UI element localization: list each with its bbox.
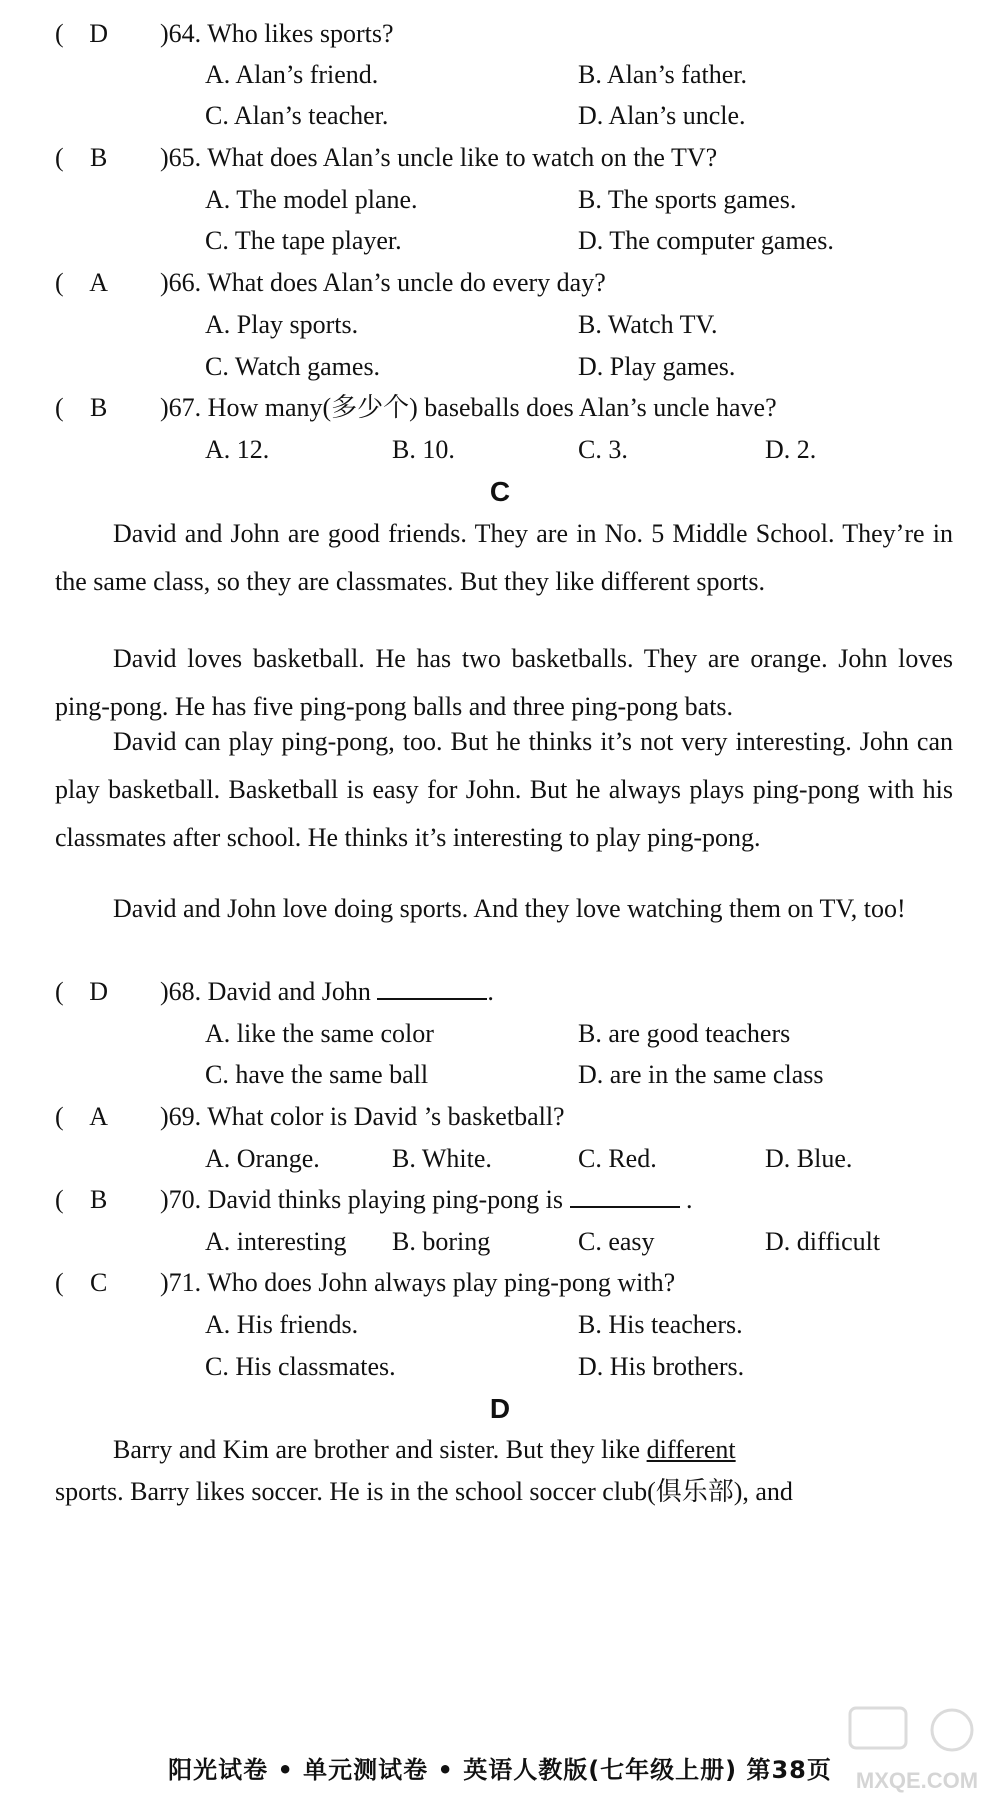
options-row	[0, 1301, 1000, 1349]
option: A. Alan’s friend.	[205, 60, 379, 89]
option: C. Red.	[578, 1144, 657, 1173]
option: D. difficult	[765, 1227, 881, 1256]
passage-paragraph: David and John are good friends. They are in No. 5 Middle School. They’re in the same class, so they are classmates. But they like different sports.	[55, 519, 953, 597]
question-66: ( A )66. What does Alan’s uncle do every day?	[0, 259, 1000, 307]
answer-letter: D	[89, 19, 109, 48]
options-row	[0, 426, 1000, 474]
option: B. Watch TV.	[578, 310, 718, 339]
answer-letter: B	[90, 1185, 108, 1214]
option: B. 10.	[392, 435, 455, 464]
option: D. His brothers.	[578, 1352, 745, 1381]
passage-paragraph: David can play ping-pong, too. But he thinks it’s not very interesting. John can play basketball. Basketball is easy for John. But he always plays ping-pong with his classmates after school. He thinks it’s interesting to play ping-pong.	[55, 727, 953, 853]
option: D. Blue.	[765, 1144, 853, 1173]
option: C. His classmates.	[205, 1352, 396, 1381]
option: D. Alan’s uncle.	[578, 101, 746, 130]
question-68: ( D )68. David and John .	[0, 968, 1000, 1016]
option: B. boring	[392, 1227, 491, 1256]
question-65: ( B )65. What does Alan’s uncle like to watch on the TV?	[0, 134, 1000, 182]
options-row	[0, 217, 1000, 265]
question-70: ( B )70. David thinks playing ping-pong is .	[0, 1176, 1000, 1224]
answer-letter: B	[90, 143, 108, 172]
question-69: ( A )69. What color is David ’s basketball?	[0, 1093, 1000, 1141]
options-row	[0, 1051, 1000, 1099]
options-row	[0, 92, 1000, 140]
option: C. have the same ball	[205, 1060, 429, 1089]
watermark-logo	[842, 1700, 992, 1800]
passage-paragraph: David and John love doing sports. And they love watching them on TV, too!	[113, 894, 906, 923]
passage-paragraph: David loves basketball. He has two basketballs. They are orange. John loves ping-pong. He has five ping-pong balls and three ping-pong bats.	[55, 644, 953, 722]
option: A. like the same color	[205, 1019, 434, 1048]
question-64: ( D )64. Who likes sports?	[0, 10, 1000, 58]
option: A. The model plane.	[205, 185, 418, 214]
passage-paragraph: sports. Barry likes soccer. He is in the school soccer club(俱乐部), and	[55, 1477, 793, 1506]
section-heading-c: C	[489, 476, 511, 507]
option: C. Watch games.	[205, 352, 381, 381]
option: A. Play sports.	[205, 310, 359, 339]
option: A. interesting	[205, 1227, 347, 1256]
option: B. Alan’s father.	[578, 60, 747, 89]
question-71: ( C )71. Who does John always play ping-pong with?	[0, 1259, 1000, 1307]
answer-blank	[570, 1176, 680, 1208]
section-heading-d: D	[489, 1393, 511, 1424]
answer-letter: C	[90, 1268, 108, 1297]
option: C. easy	[578, 1227, 655, 1256]
passage-paragraph: Barry and Kim are brother and sister. But they like different	[113, 1435, 736, 1464]
option: A. His friends.	[205, 1310, 359, 1339]
option: D. Play games.	[578, 352, 736, 381]
option: C. 3.	[578, 435, 628, 464]
page-footer: 阳光试卷 • 单元测试卷 • 英语人教版(七年级上册) 第38页	[168, 1756, 832, 1784]
option: D. The computer games.	[578, 226, 834, 255]
option: C. The tape player.	[205, 226, 402, 255]
answer-letter: A	[89, 1102, 109, 1131]
option: A. 12.	[205, 435, 270, 464]
svg-text:MXQE.COM: MXQE.COM	[855, 1768, 979, 1793]
answer-letter: B	[90, 393, 108, 422]
option: A. Orange.	[205, 1144, 320, 1173]
options-row	[0, 301, 1000, 349]
option: D. 2.	[765, 435, 817, 464]
option: B. White.	[392, 1144, 492, 1173]
option: B. are good teachers	[578, 1019, 791, 1048]
answer-blank	[377, 968, 487, 1000]
option: B. His teachers.	[578, 1310, 743, 1339]
option: C. Alan’s teacher.	[205, 101, 389, 130]
answer-letter: D	[89, 977, 109, 1006]
options-row	[0, 1343, 1000, 1391]
answer-letter: A	[89, 268, 109, 297]
underlined-word: different	[646, 1435, 736, 1464]
question-67: ( B )67. How many(多少个) baseballs does Alan’s uncle have?	[0, 384, 1000, 432]
option: D. are in the same class	[578, 1060, 824, 1089]
option: B. The sports games.	[578, 185, 797, 214]
